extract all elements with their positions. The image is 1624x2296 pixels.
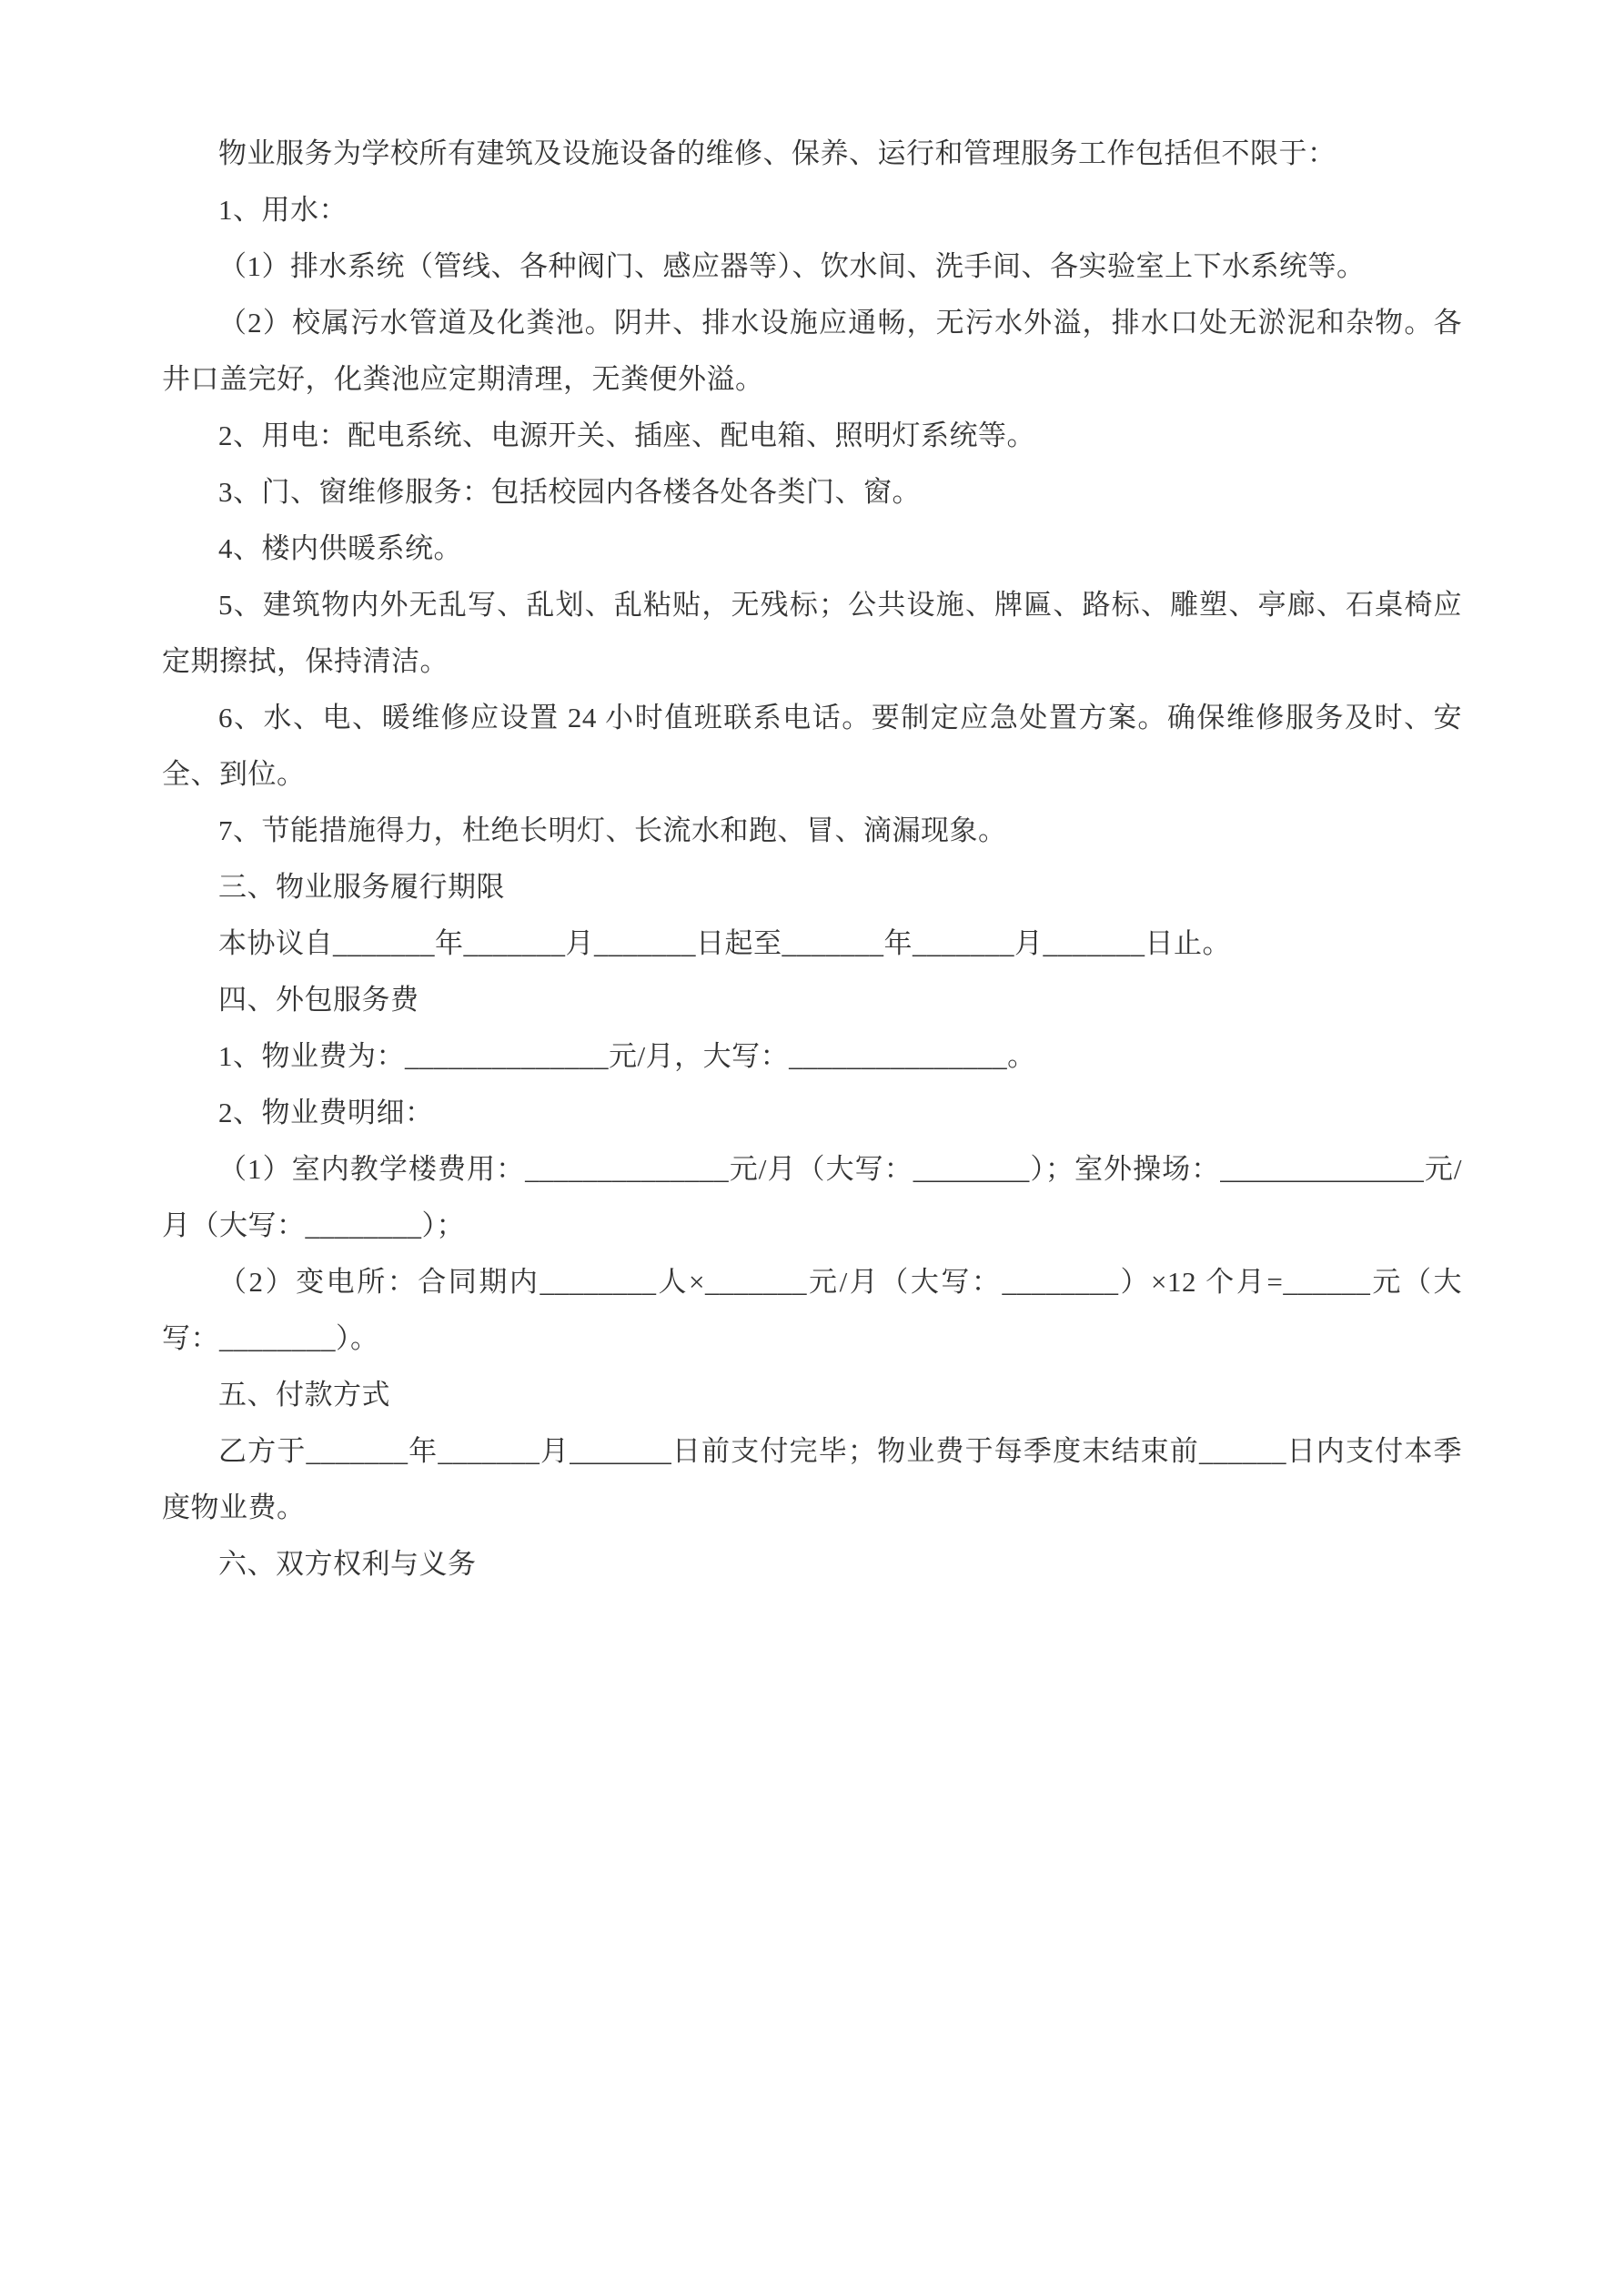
heading-section-5-payment: 五、付款方式 xyxy=(218,1379,390,1411)
para-item-1-1-drainage: （1）排水系统（管线、各种阀门、感应器等）、饮水间、洗手间、各实验室上下水系统等。 xyxy=(218,250,1366,282)
para-item-3-doors-windows: 3、门、窗维修服务：包括校园内各楼各处各类门、窗。 xyxy=(218,476,921,508)
para-item-2-electricity: 2、用电：配电系统、电源开关、插座、配电箱、照明灯系统等。 xyxy=(218,420,1035,451)
heading-section-6-rights: 六、双方权利与义务 xyxy=(218,1548,477,1580)
heading-section-4-fees: 四、外包服务费 xyxy=(218,984,419,1016)
para-item-5-cleanliness: 5、建筑物内外无乱写、乱划、乱粘贴，无残标；公共设施、牌匾、路标、雕塑、亭廊、石桌椅应定期擦拭，保持清洁。 xyxy=(162,589,1462,677)
para-scope-intro: 物业服务为学校所有建筑及设施设备的维修、保养、运行和管理服务工作包括但不限于： xyxy=(218,137,1337,169)
para-item-4-heating: 4、楼内供暖系统。 xyxy=(218,532,462,564)
para-item-1-water: 1、用水： xyxy=(218,194,348,226)
para-fee-detail-intro: 2、物业费明细： xyxy=(218,1097,434,1128)
para-item-7-energy-saving: 7、节能措施得力，杜绝长明灯、长流水和跑、冒、滴漏现象。 xyxy=(218,814,1007,846)
para-fee-amount: 1、物业费为：______________元/月，大写：_______________。 xyxy=(218,1040,1036,1072)
para-item-1-2-sewage: （2）校属污水管道及化粪池。阴井、排水设施应通畅，无污水外溢，排水口处无淤泥和杂物。各井口盖完好，化粪池应定期清理，无粪便外溢。 xyxy=(162,307,1462,395)
para-fee-detail-2: （2）变电所：合同期内________人×_______元/月（大写：________）×12 个月=______元（大写：________）。 xyxy=(162,1266,1462,1354)
para-fee-detail-1: （1）室内教学楼费用：______________元/月（大写：________）；室外操场：______________元/月（大写：________）； xyxy=(162,1153,1462,1241)
para-item-6-hotline: 6、水、电、暖维修应设置 24 小时值班联系电话。要制定应急处置方案。确保维修服务及时、安全、到位。 xyxy=(162,702,1462,790)
para-term-dates: 本协议自_______年_______月_______日起至_______年_______月_______日止。 xyxy=(218,927,1231,959)
heading-section-3-term: 三、物业服务履行期限 xyxy=(218,871,505,903)
para-payment-terms: 乙方于_______年_______月_______日前支付完毕；物业费于每季度末结束前______日内支付本季度物业费。 xyxy=(162,1435,1462,1523)
